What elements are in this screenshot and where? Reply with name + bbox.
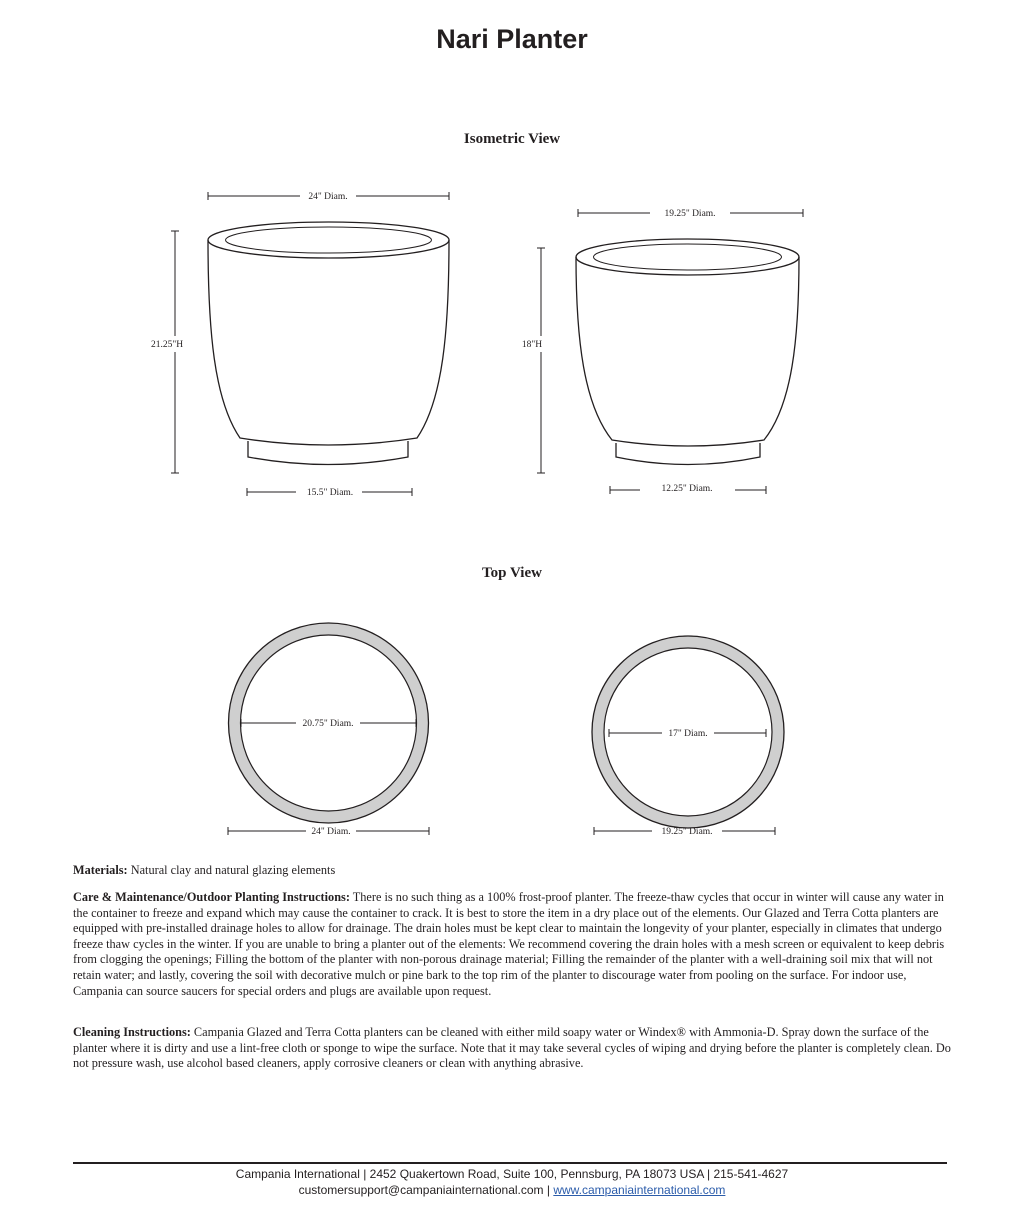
large-outer-diameter-label: 24" Diam.	[311, 827, 351, 837]
footer-email: customersupport@campaniainternational.com	[298, 1183, 544, 1197]
large-top-diameter-label: 24" Diam.	[308, 192, 348, 202]
materials-label: Materials:	[73, 863, 128, 877]
care-paragraph	[73, 890, 953, 999]
footer-address: Campania International | 2452 Quakertown Road, Suite 100, Pennsburg, PA 18073 USA | 215-541-4627	[235, 1167, 789, 1181]
large-base-diameter-label: 15.5" Diam.	[306, 488, 354, 498]
footer-divider	[73, 1162, 947, 1164]
small-outer-diameter-label: 19.25" Diam.	[661, 827, 713, 837]
materials-paragraph	[73, 863, 953, 879]
large-planter-top-view	[228, 623, 429, 835]
cleaning-paragraph	[73, 1025, 953, 1072]
top-view-heading: Top View	[482, 565, 542, 581]
cleaning-label: Cleaning Instructions:	[73, 1025, 191, 1039]
care-label: Care & Maintenance/Outdoor Planting Instructions:	[73, 890, 350, 904]
footer-contact	[0, 1183, 1024, 1197]
care-text: There is no such thing as a 100% frost-proof planter. The freeze-thaw cycles that occur in winter will cause any water in the container to freeze and expand which may cause the container to crack. It is best to store the item in a dry place out of the elements. Our Glazed and Terra Cotta planters are equipped with pre-installed drainage holes to allow for drainage. The drain holes must be kept clear to maintain the longevity of your planter, especially in climates that undergo freeze thaw cycles in the winter. If you are unable to bring a planter out of the elements: We recommend covering the drain holes with a mesh screen or equivalent to keep debris from clogging the openings; Filling the bottom of the planter with non-porous drainage material; Filling the remainder of the planter with a well-draining soil mix that will not retain water; and lastly, covering the soil with decorative mulch or pine bark to the top rim of the planter to discourage water from pooling on the surface. For indoor use, Campania can source saucers for special orders and plugs are available upon request.	[73, 890, 945, 998]
large-planter-isometric	[171, 192, 449, 496]
small-base-diameter-label: 12.25" Diam.	[661, 484, 713, 494]
small-top-diameter-label: 19.25" Diam.	[664, 209, 716, 219]
materials-text: Natural clay and natural glazing elements	[127, 863, 336, 877]
page-title: Nari Planter	[436, 24, 588, 54]
cleaning-text: Campania Glazed and Terra Cotta planters can be cleaned with either mild soapy water or Windex® with Ammonia-D. Spray down the surface of the planter where it is dirty and use a lint-free cloth or sponge to wipe the surface. Note that it may take several cycles of wiping and drying before the planter is completely clean. Do not pressure wash, use alcohol based cleaners, apply corrosive cleaners or clean with anything abrasive.	[73, 1025, 951, 1071]
large-inner-diameter-label: 20.75" Diam.	[302, 719, 354, 729]
website-link[interactable]: www.campaniainternational.com	[553, 1183, 726, 1197]
isometric-view-heading: Isometric View	[463, 131, 561, 147]
small-inner-diameter-label: 17" Diam.	[668, 729, 708, 739]
small-height-label: 18"H	[521, 340, 543, 350]
large-height-label: 21.25"H	[150, 340, 184, 350]
small-planter-isometric	[537, 209, 803, 494]
footer-separator: |	[543, 1183, 554, 1197]
